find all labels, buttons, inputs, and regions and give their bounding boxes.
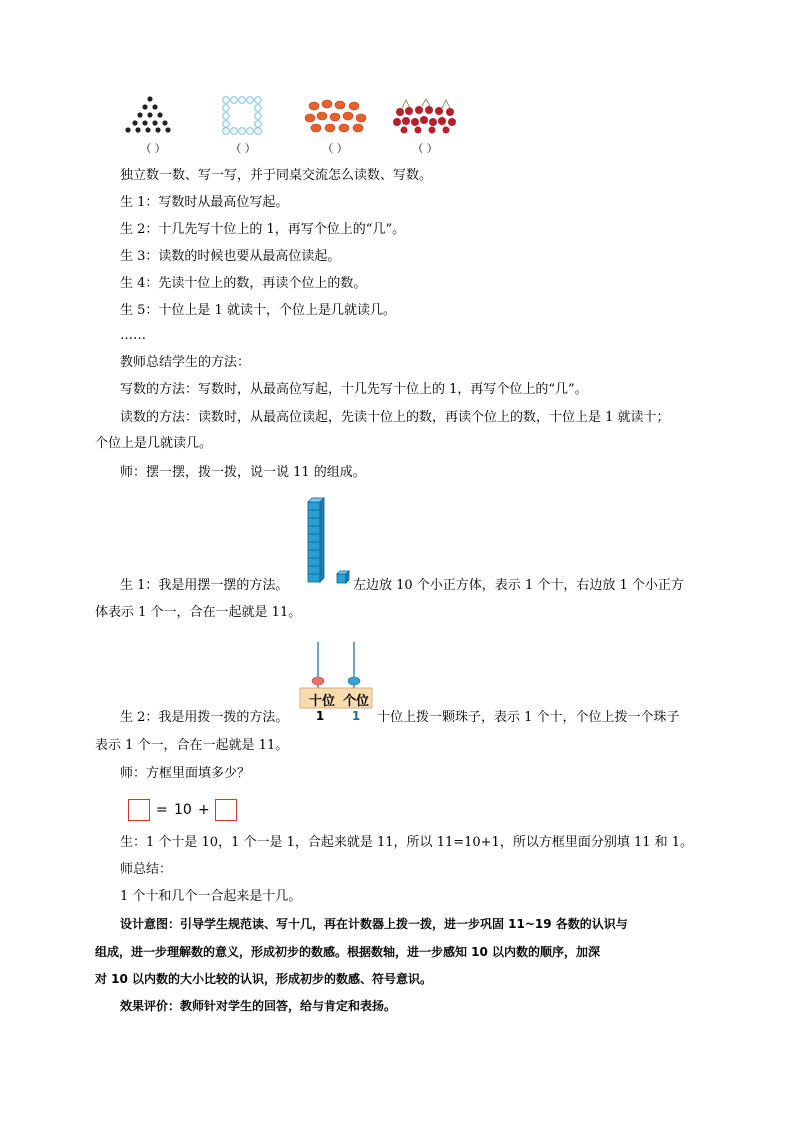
blank-4[interactable]: （ ） [412, 142, 438, 155]
teacher-question-box: 师：方框里面填多少？ [120, 766, 251, 781]
bead-square-image [220, 95, 265, 135]
student-3-answer: 生 3：读数的时候也要从最高位读起。 [120, 249, 341, 264]
student-4-answer: 生 4：先读十位上的数，再读个位上的数。 [120, 276, 367, 291]
design-intent-line-1: 设计意图：引导学生规范读、写十几，再在计数器上拨一拨，进一步巩固 11~19 各数的认识与 [120, 917, 628, 931]
abacus-tens-value: 1 [315, 709, 325, 723]
cube-stack-image [304, 496, 352, 588]
ellipsis: …… [120, 328, 146, 343]
writing-method: 写数的方法：写数时，从最高位写起，十几先写十位上的 1，再写个位上的“几”。 [120, 382, 588, 397]
blank-1[interactable]: （ ） [140, 142, 166, 155]
teacher-prompt-11: 师：摆一摆，拨一拨，说一说 11 的组成。 [120, 465, 366, 480]
student-2-abacus-method: 生 2：我是用拨一拨的方法。 [120, 710, 289, 725]
abacus-explanation-cont: 表示 1 个一，合在一起就是 11。 [95, 738, 289, 753]
abacus-ones-label: 个位 [342, 694, 369, 709]
abacus-ones-value: 1 [351, 709, 361, 723]
cube-explanation: 左边放 10 个小正方体，表示 1 个十，右边放 1 个小正方 [353, 578, 684, 593]
student-5-answer: 生 5：十位上是 1 就读十，个位上是几就读几。 [120, 303, 396, 318]
student-1-answer: 生 1：写数时从最高位写起。 [120, 195, 289, 210]
paragraph-instruction: 独立数一数、写一写，并于同桌交流怎么读数、写数。 [120, 168, 433, 183]
reading-method-line-2: 个位上是几就读几。 [95, 436, 213, 451]
plus-sign: + [198, 802, 210, 818]
student-2-answer: 生 2：十几先写十位上的 1，再写个位上的“几”。 [120, 222, 406, 237]
answer-box-left[interactable] [128, 799, 150, 821]
student-answer-box: 生：1 个十是 10，1 个一是 1，合起来就是 11，所以 11=10+1，所以方框里面分别填 11 和 1。 [120, 835, 694, 850]
effect-evaluation: 效果评价：教师针对学生的回答，给与肯定和表扬。 [120, 999, 397, 1013]
teacher-summary-heading: 教师总结学生的方法： [120, 355, 251, 370]
answer-box-right[interactable] [215, 799, 237, 821]
teacher-conclusion-heading: 师总结： [120, 862, 173, 877]
abacus-explanation: 十位上拨一颗珠子，表示 1 个十，个位上拨一个珠子 [377, 710, 680, 725]
design-intent-line-2: 组成，进一步理解数的意义，形成初步的数感。根据数轴，进一步感知 10 以内数的顺序，加深 [95, 945, 601, 959]
dot-triangle-image [120, 95, 180, 135]
cherry-image [392, 98, 460, 134]
cube-explanation-cont: 体表示 1 个一，合在一起就是 11。 [95, 605, 302, 620]
fruit-image [302, 98, 370, 134]
blank-2[interactable]: （ ） [230, 142, 256, 155]
student-1-cube-method: 生 1：我是用摆一摆的方法。 [120, 578, 289, 593]
teacher-conclusion: 1 个十和几个一合起来是十几。 [120, 889, 302, 904]
equals-sign: = [156, 802, 168, 818]
reading-method-line-1: 读数的方法：读数时，从最高位读起，先读十位上的数，再读个位上的数，十位上是 1 就读十； [120, 410, 670, 425]
equation-ten: 10 [174, 802, 192, 818]
abacus-tens-label: 十位 [308, 694, 335, 709]
blank-3[interactable]: （ ） [322, 142, 348, 155]
design-intent-line-3: 对 10 以内数的大小比较的认识，形成初步的数感、符号意识。 [95, 972, 433, 986]
